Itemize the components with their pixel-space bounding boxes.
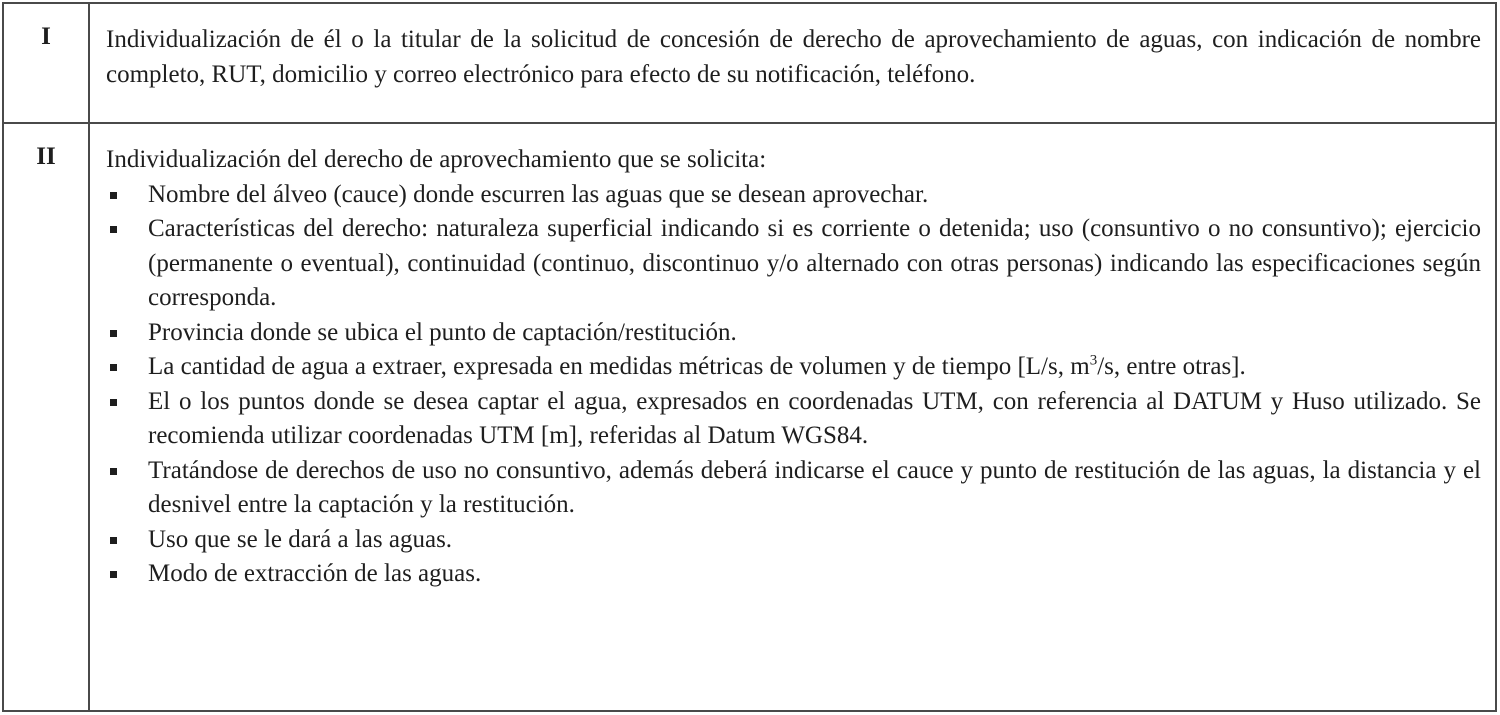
square-bullet-icon <box>110 364 117 371</box>
square-bullet-icon <box>110 468 117 475</box>
list-item-text: Nombre del álveo (cauce) donde escurren las aguas que se desean aprovechar. <box>148 180 929 208</box>
table-row <box>3 3 1496 123</box>
list-item <box>106 212 1481 316</box>
list-item <box>106 523 1481 558</box>
list-item <box>106 316 1481 351</box>
square-bullet-icon <box>110 192 117 199</box>
requirements-list <box>106 178 1481 592</box>
row-number: II <box>3 123 89 711</box>
list-item-text: Provincia donde se ubica el punto de captación/restitución. <box>148 318 737 346</box>
row-content <box>89 3 1496 123</box>
list-item-text: Uso que se le dará a las aguas. <box>148 525 453 553</box>
list-item-text <box>148 353 1246 380</box>
list-item <box>106 454 1481 523</box>
list-item-text: Modo de extracción de las aguas. <box>148 560 482 588</box>
list-item <box>106 557 1481 592</box>
square-bullet-icon <box>110 399 117 406</box>
square-bullet-icon <box>110 226 117 233</box>
table-row <box>3 123 1496 711</box>
text-before-superscript: La cantidad de agua a extraer, expresada en medidas métricas de volumen y de tiempo [L/s, m <box>148 353 1090 381</box>
superscript: 3 <box>1089 353 1098 369</box>
text-after-superscript: /s, entre otras]. <box>1097 353 1246 381</box>
list-item <box>106 385 1481 454</box>
square-bullet-icon <box>110 571 117 578</box>
list-item <box>106 350 1481 385</box>
requirements-table <box>2 2 1497 712</box>
square-bullet-icon <box>110 330 117 337</box>
list-item-text: Tratándose de derechos de uso no consuntivo, además deberá indicarse el cauce y punto de restitución de las aguas, la distancia y el desnivel entre la captación y la restitución. <box>148 456 1481 519</box>
row-intro: Individualización del derecho de aprovechamiento que se solicita: <box>106 146 767 174</box>
list-item-text: Características del derecho: naturaleza superficial indicando si es corriente o detenida; uso (consuntivo o no consuntivo); ejercicio (permanente o eventual), continuidad (continuo, discontinuo y/o alternado con otras personas) indicando las especificaciones según corresponda. <box>148 215 1481 312</box>
row-text: Individualización de él o la titular de la solicitud de concesión de derecho de aprovechamiento de aguas, con indicación de nombre completo, RUT, domicilio y correo electrónico para efecto de su notificación, teléfono. <box>106 26 1481 88</box>
list-item-text: El o los puntos donde se desea captar el agua, expresados en coordenadas UTM, con referencia al DATUM y Huso utilizado. Se recomienda utilizar coordenadas UTM [m], referidas al Datum WGS84. <box>148 387 1481 450</box>
list-item <box>106 178 1481 213</box>
row-content <box>89 123 1496 711</box>
square-bullet-icon <box>110 537 117 544</box>
row-number: I <box>3 3 89 123</box>
